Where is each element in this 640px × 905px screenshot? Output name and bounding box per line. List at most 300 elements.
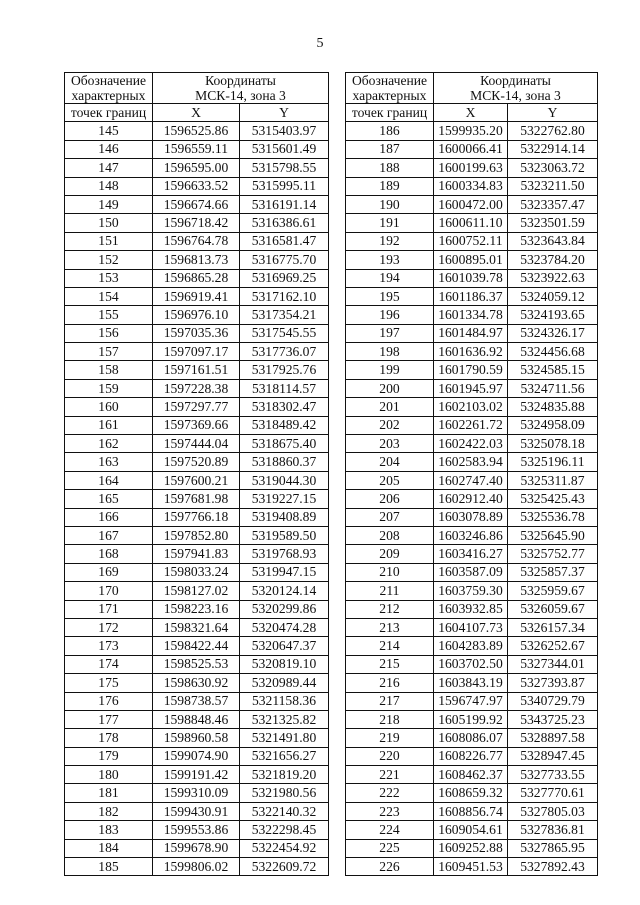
point-id-cell: 217	[346, 692, 434, 710]
y-coordinate-cell: 5325196.11	[508, 453, 598, 471]
table-row	[65, 802, 329, 820]
y-coordinate-cell: 5321158.36	[240, 692, 329, 710]
point-id-cell: 170	[65, 582, 153, 600]
x-coordinate-cell: 1600472.00	[434, 195, 508, 213]
y-coordinate-cell: 5323357.47	[508, 195, 598, 213]
point-id-cell: 182	[65, 802, 153, 820]
table-row	[346, 839, 598, 857]
y-coordinate-cell: 5324059.12	[508, 287, 598, 305]
table-row	[346, 618, 598, 636]
y-coordinate-cell: 5325959.67	[508, 582, 598, 600]
table-row	[65, 214, 329, 232]
point-id-cell: 152	[65, 251, 153, 269]
x-coordinate-cell: 1597035.36	[153, 324, 240, 342]
x-coordinate-cell: 1598630.92	[153, 674, 240, 692]
y-coordinate-cell: 5315995.11	[240, 177, 329, 195]
table-row	[346, 343, 598, 361]
coordinates-header	[434, 73, 598, 104]
table-row	[65, 821, 329, 839]
point-id-cell: 172	[65, 618, 153, 636]
point-id-cell: 215	[346, 655, 434, 673]
y-coordinate-cell: 5320647.37	[240, 637, 329, 655]
y-coordinate-cell: 5315601.49	[240, 140, 329, 158]
point-id-cell: 225	[346, 839, 434, 857]
point-id-cell: 187	[346, 140, 434, 158]
x-coordinate-cell: 1600752.11	[434, 232, 508, 250]
coordinates-header-line2: МСК-14, зона 3	[470, 88, 561, 103]
y-coordinate-cell: 5317545.55	[240, 324, 329, 342]
point-id-cell: 210	[346, 563, 434, 581]
x-coordinate-cell: 1597444.04	[153, 435, 240, 453]
point-id-cell: 157	[65, 343, 153, 361]
table-row	[346, 140, 598, 158]
x-coordinate-cell: 1601945.97	[434, 379, 508, 397]
x-coordinate-cell: 1599310.09	[153, 784, 240, 802]
coordinates-header-line2: МСК-14, зона 3	[195, 88, 286, 103]
x-coordinate-cell: 1608462.37	[434, 766, 508, 784]
point-id-cell: 161	[65, 416, 153, 434]
x-coordinate-cell: 1602583.94	[434, 453, 508, 471]
point-id-cell: 164	[65, 471, 153, 489]
point-id-cell: 174	[65, 655, 153, 673]
x-coordinate-cell: 1598960.58	[153, 729, 240, 747]
point-id-cell: 183	[65, 821, 153, 839]
y-coordinate-cell: 5319589.50	[240, 526, 329, 544]
point-label-header-line2: характерных	[71, 88, 146, 103]
y-coordinate-cell: 5322298.45	[240, 821, 329, 839]
table-row	[65, 177, 329, 195]
table-row	[65, 747, 329, 765]
y-coordinate-cell: 5321491.80	[240, 729, 329, 747]
table-row	[65, 361, 329, 379]
y-coordinate-cell: 5324835.88	[508, 398, 598, 416]
table-row	[65, 508, 329, 526]
point-id-cell: 212	[346, 600, 434, 618]
table-row	[346, 692, 598, 710]
point-id-cell: 194	[346, 269, 434, 287]
x-coordinate-cell: 1602103.02	[434, 398, 508, 416]
column-y-header: Y	[240, 104, 329, 122]
point-label-header-line1: Обозначение	[70, 73, 147, 88]
point-id-cell: 151	[65, 232, 153, 250]
table-row	[346, 269, 598, 287]
x-coordinate-cell: 1596674.66	[153, 195, 240, 213]
y-coordinate-cell: 5324958.09	[508, 416, 598, 434]
x-coordinate-cell: 1597297.77	[153, 398, 240, 416]
y-coordinate-cell: 5325536.78	[508, 508, 598, 526]
table-row	[65, 674, 329, 692]
y-coordinate-cell: 5327344.01	[508, 655, 598, 673]
y-coordinate-cell: 5325645.90	[508, 526, 598, 544]
point-id-cell: 213	[346, 618, 434, 636]
table-row	[65, 563, 329, 581]
y-coordinate-cell: 5320474.28	[240, 618, 329, 636]
x-coordinate-cell: 1602422.03	[434, 435, 508, 453]
y-coordinate-cell: 5317736.07	[240, 343, 329, 361]
table-row	[346, 508, 598, 526]
point-id-cell: 224	[346, 821, 434, 839]
table-row	[346, 655, 598, 673]
x-coordinate-cell: 1599430.91	[153, 802, 240, 820]
point-id-cell: 155	[65, 306, 153, 324]
table-row	[65, 839, 329, 857]
y-coordinate-cell: 5327805.03	[508, 802, 598, 820]
y-coordinate-cell: 5315403.97	[240, 122, 329, 140]
table-row	[346, 398, 598, 416]
x-coordinate-cell: 1597766.18	[153, 508, 240, 526]
table-row	[65, 287, 329, 305]
x-coordinate-cell: 1596976.10	[153, 306, 240, 324]
point-id-cell: 219	[346, 729, 434, 747]
table-row	[65, 343, 329, 361]
point-id-cell: 185	[65, 858, 153, 876]
x-coordinate-cell: 1598223.16	[153, 600, 240, 618]
x-coordinate-cell: 1598848.46	[153, 710, 240, 728]
point-id-cell: 193	[346, 251, 434, 269]
table-row	[346, 784, 598, 802]
coordinates-header-line1: Координаты	[480, 73, 551, 88]
y-coordinate-cell: 5327770.61	[508, 784, 598, 802]
x-coordinate-cell: 1597941.83	[153, 545, 240, 563]
y-coordinate-cell: 5318489.42	[240, 416, 329, 434]
y-coordinate-cell: 5325078.18	[508, 435, 598, 453]
y-coordinate-cell: 5321325.82	[240, 710, 329, 728]
point-id-cell: 211	[346, 582, 434, 600]
point-id-cell: 214	[346, 637, 434, 655]
point-id-cell: 189	[346, 177, 434, 195]
table-row	[346, 324, 598, 342]
table-row	[346, 747, 598, 765]
table-row	[65, 251, 329, 269]
point-id-cell: 148	[65, 177, 153, 195]
y-coordinate-cell: 5319768.93	[240, 545, 329, 563]
y-coordinate-cell: 5323211.50	[508, 177, 598, 195]
point-id-cell: 175	[65, 674, 153, 692]
x-coordinate-cell: 1601186.37	[434, 287, 508, 305]
table-row	[346, 526, 598, 544]
point-id-cell: 178	[65, 729, 153, 747]
point-id-cell: 202	[346, 416, 434, 434]
y-coordinate-cell: 5318302.47	[240, 398, 329, 416]
x-coordinate-cell: 1605199.92	[434, 710, 508, 728]
y-coordinate-cell: 5316386.61	[240, 214, 329, 232]
x-coordinate-cell: 1602747.40	[434, 471, 508, 489]
point-id-cell: 216	[346, 674, 434, 692]
page-number: 5	[316, 36, 324, 51]
point-id-cell: 167	[65, 526, 153, 544]
x-coordinate-cell: 1603702.50	[434, 655, 508, 673]
x-coordinate-cell: 1604107.73	[434, 618, 508, 636]
x-coordinate-cell: 1596633.52	[153, 177, 240, 195]
x-coordinate-cell: 1601484.97	[434, 324, 508, 342]
table-row	[346, 858, 598, 876]
x-coordinate-cell: 1608659.32	[434, 784, 508, 802]
y-coordinate-cell: 5316969.25	[240, 269, 329, 287]
point-id-cell: 209	[346, 545, 434, 563]
table-row	[65, 526, 329, 544]
x-coordinate-cell: 1601636.92	[434, 343, 508, 361]
point-id-cell: 179	[65, 747, 153, 765]
x-coordinate-cell: 1596764.78	[153, 232, 240, 250]
table-row	[65, 324, 329, 342]
y-coordinate-cell: 5323063.72	[508, 159, 598, 177]
x-coordinate-cell: 1600334.83	[434, 177, 508, 195]
y-coordinate-cell: 5324193.65	[508, 306, 598, 324]
point-id-cell: 159	[65, 379, 153, 397]
x-coordinate-cell: 1600895.01	[434, 251, 508, 269]
table-row	[346, 195, 598, 213]
y-coordinate-cell: 5328947.45	[508, 747, 598, 765]
point-id-cell: 195	[346, 287, 434, 305]
y-coordinate-cell: 5320299.86	[240, 600, 329, 618]
point-id-cell: 208	[346, 526, 434, 544]
y-coordinate-cell: 5327836.81	[508, 821, 598, 839]
y-coordinate-cell: 5323922.63	[508, 269, 598, 287]
point-id-cell: 205	[346, 471, 434, 489]
column-y-header: Y	[508, 104, 598, 122]
table-row	[346, 490, 598, 508]
y-coordinate-cell: 5323643.84	[508, 232, 598, 250]
x-coordinate-cell: 1598422.44	[153, 637, 240, 655]
point-label-header-line1: Обозначение	[351, 73, 428, 88]
point-id-cell: 180	[65, 766, 153, 784]
point-id-cell: 163	[65, 453, 153, 471]
x-coordinate-cell: 1603246.86	[434, 526, 508, 544]
table-row	[346, 251, 598, 269]
x-coordinate-cell: 1602261.72	[434, 416, 508, 434]
y-coordinate-cell: 5343725.23	[508, 710, 598, 728]
y-coordinate-cell: 5319408.89	[240, 508, 329, 526]
table-row	[346, 159, 598, 177]
table-row	[346, 435, 598, 453]
table-row	[65, 453, 329, 471]
x-coordinate-cell: 1608856.74	[434, 802, 508, 820]
column-x-header: X	[434, 104, 508, 122]
y-coordinate-cell: 5321656.27	[240, 747, 329, 765]
point-id-cell: 176	[65, 692, 153, 710]
table-row	[346, 177, 598, 195]
y-coordinate-cell: 5340729.79	[508, 692, 598, 710]
column-x-header: X	[153, 104, 240, 122]
x-coordinate-cell: 1597520.89	[153, 453, 240, 471]
y-coordinate-cell: 5324456.68	[508, 343, 598, 361]
x-coordinate-cell: 1603416.27	[434, 545, 508, 563]
y-coordinate-cell: 5327892.43	[508, 858, 598, 876]
point-id-cell: 203	[346, 435, 434, 453]
x-coordinate-cell: 1599074.90	[153, 747, 240, 765]
table-row	[346, 287, 598, 305]
y-coordinate-cell: 5322914.14	[508, 140, 598, 158]
y-coordinate-cell: 5318114.57	[240, 379, 329, 397]
point-id-cell: 197	[346, 324, 434, 342]
rows-right	[346, 122, 598, 876]
x-coordinate-cell: 1601334.78	[434, 306, 508, 324]
point-id-cell: 156	[65, 324, 153, 342]
table-row	[346, 766, 598, 784]
table-row	[65, 655, 329, 673]
y-coordinate-cell: 5326252.67	[508, 637, 598, 655]
y-coordinate-cell: 5325425.43	[508, 490, 598, 508]
x-coordinate-cell: 1597228.38	[153, 379, 240, 397]
table-row	[346, 821, 598, 839]
x-coordinate-cell: 1597852.80	[153, 526, 240, 544]
table-row	[346, 600, 598, 618]
x-coordinate-cell: 1601039.78	[434, 269, 508, 287]
x-coordinate-cell: 1598525.53	[153, 655, 240, 673]
y-coordinate-cell: 5321980.56	[240, 784, 329, 802]
point-id-cell: 204	[346, 453, 434, 471]
point-id-cell: 223	[346, 802, 434, 820]
table-row	[346, 471, 598, 489]
point-id-cell: 207	[346, 508, 434, 526]
table-row	[65, 582, 329, 600]
x-coordinate-cell: 1608226.77	[434, 747, 508, 765]
y-coordinate-cell: 5317925.76	[240, 361, 329, 379]
x-coordinate-cell: 1596595.00	[153, 159, 240, 177]
table-row	[65, 306, 329, 324]
y-coordinate-cell: 5319044.30	[240, 471, 329, 489]
table-row	[346, 122, 598, 140]
table-row	[65, 729, 329, 747]
y-coordinate-cell: 5327733.55	[508, 766, 598, 784]
table-row	[65, 195, 329, 213]
point-id-cell: 150	[65, 214, 153, 232]
x-coordinate-cell: 1599935.20	[434, 122, 508, 140]
point-id-cell: 200	[346, 379, 434, 397]
point-id-cell: 177	[65, 710, 153, 728]
coordinates-table-right	[345, 72, 598, 876]
point-label-header-line3: точек границ	[346, 104, 434, 122]
point-id-cell: 192	[346, 232, 434, 250]
table-row	[346, 563, 598, 581]
x-coordinate-cell: 1608086.07	[434, 729, 508, 747]
point-id-cell: 191	[346, 214, 434, 232]
y-coordinate-cell: 5317162.10	[240, 287, 329, 305]
point-id-cell: 184	[65, 839, 153, 857]
table-row	[346, 416, 598, 434]
x-coordinate-cell: 1596559.11	[153, 140, 240, 158]
x-coordinate-cell: 1596919.41	[153, 287, 240, 305]
y-coordinate-cell: 5322762.80	[508, 122, 598, 140]
x-coordinate-cell: 1596865.28	[153, 269, 240, 287]
y-coordinate-cell: 5320989.44	[240, 674, 329, 692]
y-coordinate-cell: 5325857.37	[508, 563, 598, 581]
y-coordinate-cell: 5319227.15	[240, 490, 329, 508]
y-coordinate-cell: 5324711.56	[508, 379, 598, 397]
x-coordinate-cell: 1603843.19	[434, 674, 508, 692]
y-coordinate-cell: 5318860.37	[240, 453, 329, 471]
y-coordinate-cell: 5328897.58	[508, 729, 598, 747]
x-coordinate-cell: 1597161.51	[153, 361, 240, 379]
point-id-cell: 226	[346, 858, 434, 876]
x-coordinate-cell: 1598127.02	[153, 582, 240, 600]
y-coordinate-cell: 5316581.47	[240, 232, 329, 250]
point-id-cell: 190	[346, 195, 434, 213]
table-row	[346, 674, 598, 692]
table-row	[65, 140, 329, 158]
x-coordinate-cell: 1609451.53	[434, 858, 508, 876]
point-id-cell: 147	[65, 159, 153, 177]
table-row	[346, 361, 598, 379]
table-row	[65, 159, 329, 177]
x-coordinate-cell: 1600611.10	[434, 214, 508, 232]
point-id-cell: 149	[65, 195, 153, 213]
y-coordinate-cell: 5319947.15	[240, 563, 329, 581]
x-coordinate-cell: 1598033.24	[153, 563, 240, 581]
table-row	[65, 379, 329, 397]
point-id-cell: 181	[65, 784, 153, 802]
coordinates-header	[153, 73, 329, 104]
table-row	[65, 692, 329, 710]
table-row	[65, 122, 329, 140]
y-coordinate-cell: 5324585.15	[508, 361, 598, 379]
point-id-cell: 218	[346, 710, 434, 728]
y-coordinate-cell: 5317354.21	[240, 306, 329, 324]
table-row	[65, 471, 329, 489]
table-row	[65, 618, 329, 636]
table-row	[65, 232, 329, 250]
y-coordinate-cell: 5316191.14	[240, 195, 329, 213]
point-id-cell: 154	[65, 287, 153, 305]
x-coordinate-cell: 1609054.61	[434, 821, 508, 839]
table-row	[65, 710, 329, 728]
point-id-cell: 146	[65, 140, 153, 158]
point-id-cell: 173	[65, 637, 153, 655]
y-coordinate-cell: 5325752.77	[508, 545, 598, 563]
point-id-cell: 196	[346, 306, 434, 324]
x-coordinate-cell: 1596813.73	[153, 251, 240, 269]
y-coordinate-cell: 5322140.32	[240, 802, 329, 820]
point-id-cell: 206	[346, 490, 434, 508]
x-coordinate-cell: 1598321.64	[153, 618, 240, 636]
table-row	[65, 435, 329, 453]
table-row	[65, 490, 329, 508]
x-coordinate-cell: 1599806.02	[153, 858, 240, 876]
point-id-cell: 158	[65, 361, 153, 379]
x-coordinate-cell: 1597369.66	[153, 416, 240, 434]
y-coordinate-cell: 5316775.70	[240, 251, 329, 269]
y-coordinate-cell: 5325311.87	[508, 471, 598, 489]
point-label-header	[65, 73, 153, 104]
point-id-cell: 153	[65, 269, 153, 287]
y-coordinate-cell: 5327393.87	[508, 674, 598, 692]
table-row	[346, 232, 598, 250]
x-coordinate-cell: 1599191.42	[153, 766, 240, 784]
x-coordinate-cell: 1596525.86	[153, 122, 240, 140]
y-coordinate-cell: 5326059.67	[508, 600, 598, 618]
x-coordinate-cell: 1600066.41	[434, 140, 508, 158]
y-coordinate-cell: 5323501.59	[508, 214, 598, 232]
point-id-cell: 198	[346, 343, 434, 361]
x-coordinate-cell: 1597097.17	[153, 343, 240, 361]
point-id-cell: 201	[346, 398, 434, 416]
y-coordinate-cell: 5326157.34	[508, 618, 598, 636]
x-coordinate-cell: 1597681.98	[153, 490, 240, 508]
y-coordinate-cell: 5321819.20	[240, 766, 329, 784]
x-coordinate-cell: 1599553.86	[153, 821, 240, 839]
point-id-cell: 168	[65, 545, 153, 563]
table-row	[346, 729, 598, 747]
y-coordinate-cell: 5323784.20	[508, 251, 598, 269]
table-row	[346, 306, 598, 324]
coordinates-table-left	[64, 72, 329, 876]
point-id-cell: 171	[65, 600, 153, 618]
x-coordinate-cell: 1603932.85	[434, 600, 508, 618]
table-row	[65, 545, 329, 563]
x-coordinate-cell: 1598738.57	[153, 692, 240, 710]
y-coordinate-cell: 5320819.10	[240, 655, 329, 673]
x-coordinate-cell: 1596747.97	[434, 692, 508, 710]
